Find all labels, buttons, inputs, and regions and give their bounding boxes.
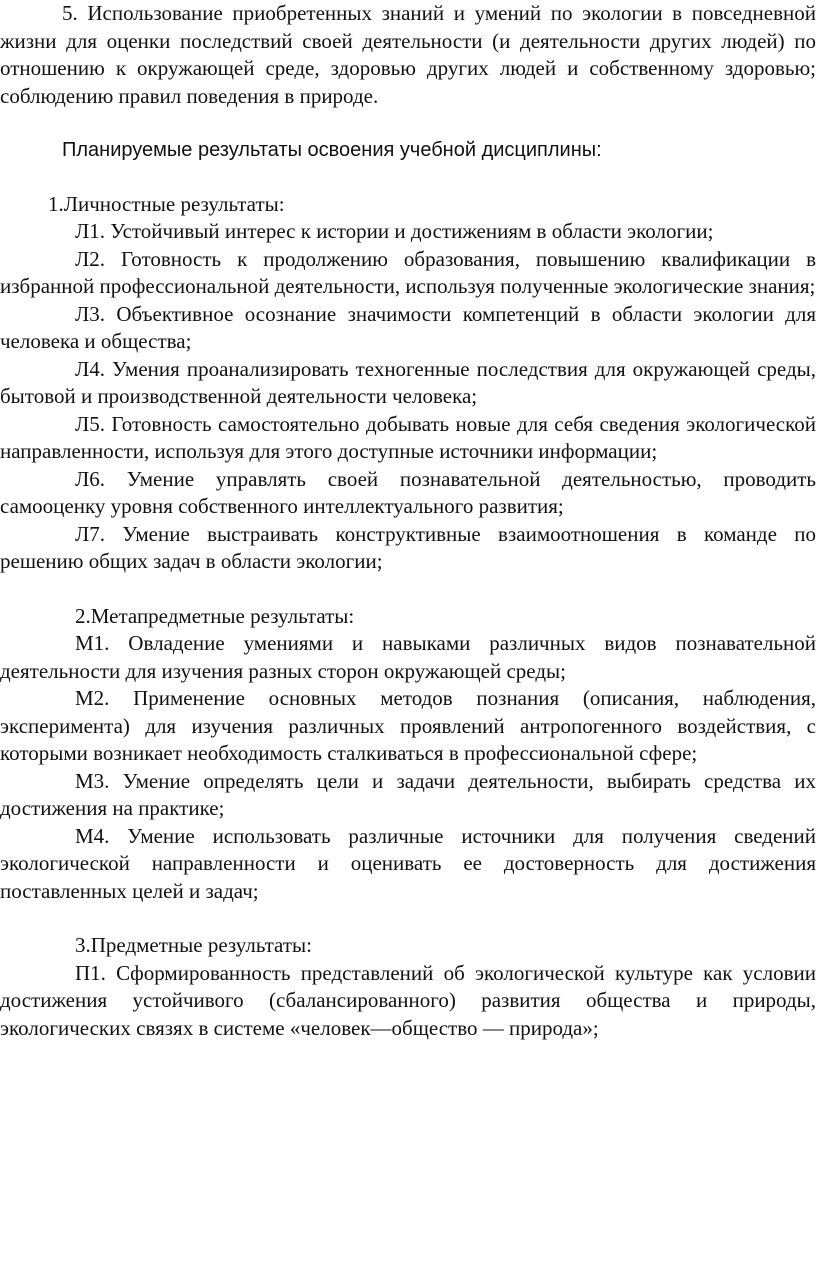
results-heading: Планируемые результаты освоения учебной дисциплины:	[62, 139, 602, 161]
list-item: Л6. Умение управлять своей познавательной деятельностью, проводить самооценку уровня собственного интеллектуального развития;	[0, 466, 816, 518]
section-title-metasubject: 2.Метапредметные результаты:	[75, 603, 355, 628]
list-item: Л7. Умение выстраивать конструктивные взаимоотношения в команде по решению общих задач в области экологии;	[0, 521, 816, 573]
section-subject	[0, 932, 816, 1042]
list-item: Л1. Устойчивый интерес к истории и достижениям в области экологии;	[75, 219, 714, 243]
section-personal	[0, 191, 816, 576]
list-item: Л4. Умения проанализировать техногенные последствия для окружающей среды, бытовой и производственной деятельности человека;	[0, 356, 816, 408]
list-item: П1. Сформированность представлений об экологической культуре как условии достижения устойчивого (сбалансированного) развития общества и природы, экологических связях в системе «человек—общество — природа»;	[0, 960, 816, 1040]
section-title-personal: 1.Личностные результаты:	[48, 191, 285, 216]
list-item: Л3. Объективное осознание значимости компетенций в области экологии для человека и общества;	[0, 301, 816, 353]
list-item: М3. Умение определять цели и задачи деятельности, выбирать средства их достижения на практике;	[0, 768, 816, 820]
section-title-subject: 3.Предметные результаты:	[75, 933, 312, 957]
list-item: М2. Применение основных методов познания (описания, наблюдения, эксперимента) для изучения различных проявлений антропогенного воздействия, с которыми возникает необходимость сталкиваться в профессиональной сфере;	[0, 686, 816, 765]
intro-paragraph: 5. Использование приобретенных знаний и умений по экологии в повседневной жизни для оценки последствий своей деятельности (и деятельности других людей) по отношению к окружающей среде, здоровью других людей и собственному здоровью; соблюдению правил поведения в природе.	[0, 1, 816, 108]
list-item: Л2. Готовность к продолжению образования, повышению квалификации в избранной профессиональной деятельности, используя полученные экологические знания;	[0, 246, 816, 298]
section-metasubject	[0, 603, 816, 906]
list-item: Л5. Готовность самостоятельно добывать новые для себя сведения экологической направленности, используя для этого доступные источники информации;	[0, 411, 816, 463]
list-item: М1. Овладение умениями и навыками различных видов познавательной деятельности для изучения разных сторон окружающей среды;	[0, 631, 816, 683]
list-item: М4. Умение использовать различные источники для получения сведений экологической направленности и оценивать ее достоверность для достижения поставленных целей и задач;	[0, 823, 816, 903]
